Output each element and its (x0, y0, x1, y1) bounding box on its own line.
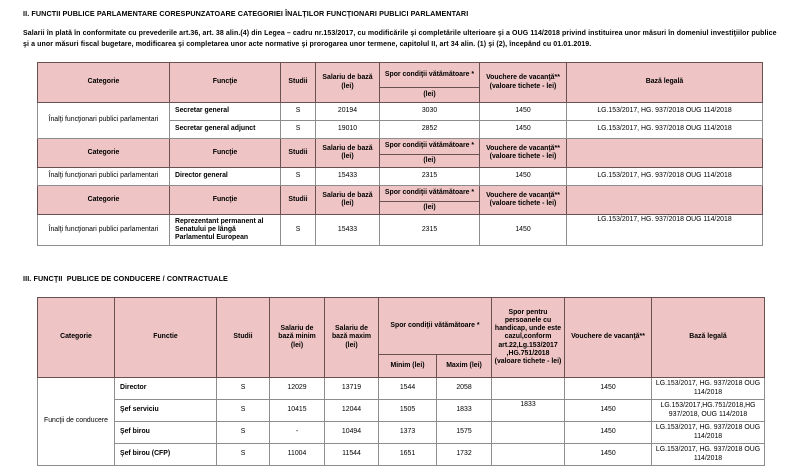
table-row (38, 168, 763, 186)
spor-unit: (lei) (380, 88, 480, 103)
cell-vouchere: 1450 (480, 215, 567, 246)
cell-studii: S (281, 215, 316, 246)
column-header-spor-handicap: Spor pentru persoanele cu handicap, unde este cazul,conform art.22,Lg.153/2017 ,HG.751/2018 (valoare tichete - lei) (492, 298, 565, 378)
table-header-row (38, 139, 763, 155)
cell-vouchere: 1450 (565, 378, 652, 400)
column-header-categorie: Categorie (38, 63, 170, 103)
cell-studii: S (281, 168, 316, 186)
cell-salariu-maxim: 12044 (325, 400, 379, 422)
cell-salariu-maxim: 13719 (325, 378, 379, 400)
cell-studii: S (217, 444, 270, 466)
cell-salariu-maxim: 10494 (325, 422, 379, 444)
table-row (38, 215, 763, 246)
spor-unit: (lei) (380, 155, 480, 168)
cell-salariu: 15433 (316, 215, 380, 246)
cell-vouchere: 1450 (480, 103, 567, 121)
column-header-baza-legala: Bază legală (567, 63, 763, 103)
table-header-row (38, 298, 765, 355)
column-header-salariu (316, 139, 380, 168)
column-header-spor-maxim: Maxim (lei) (437, 355, 492, 378)
column-header-vouchere (480, 63, 567, 103)
cell-spor: 2852 (380, 121, 480, 139)
cell-baza-legala: LG.153/2017, HG. 937/2018 OUG 114/2018 (567, 121, 763, 139)
section-ii-intro-paragraph: Salarii în plată în conformitate cu prevederile art.36, art. 38 alin.(4) din Legea – cadru nr.153/2017, cu modificările şi completările ulterioare şi a OUG 114/2018 privind instituirea unor măsuri în domeniul investiţiilor publice şi a unor măsuri fiscal bugetare, modificarea şi completarea unor acte normative şi prorogarea unor termene, capitolul II, art 34 alin. (1) şi (2), începând cu 01.01.2019. (23, 30, 777, 48)
column-header-functie: Funcţie (170, 186, 281, 215)
vouchere-label: Vouchere de vacanţă** (486, 144, 560, 152)
cell-vouchere: 1450 (480, 121, 567, 139)
cell-salariu-maxim: 11544 (325, 444, 379, 466)
cell-vouchere: 1450 (565, 400, 652, 422)
cell-vouchere: 1450 (565, 422, 652, 444)
cell-functie: Secretar general adjunct (170, 121, 281, 139)
column-header-salariu (316, 186, 380, 215)
column-header-baza-legala-empty (567, 186, 763, 215)
cell-spor-handicap (492, 378, 565, 400)
column-header-studii: Studii (281, 139, 316, 168)
spor-unit: (lei) (380, 202, 480, 215)
column-header-spor: Spor condiţii vătămătoare * (379, 298, 492, 355)
cell-spor-minim: 1373 (379, 422, 437, 444)
vouchere-label: Vouchere de vacanţă** (486, 191, 560, 199)
vouchere-label: Vouchere de vacanţă** (486, 74, 560, 82)
column-header-baza-legala-empty (567, 139, 763, 168)
cell-spor-handicap (492, 422, 565, 444)
column-header-categorie: Categorie (38, 298, 115, 378)
cell-baza-legala: LG.153/2017, HG. 937/2018 OUG 114/2018 (567, 215, 763, 246)
table-row (38, 378, 765, 400)
cell-salariu-minim: - (270, 422, 325, 444)
vouchere-unit: (valoare tichete - lei) (489, 200, 557, 207)
cell-spor-maxim: 1732 (437, 444, 492, 466)
column-header-functie: Funcţie (170, 63, 281, 103)
cell-spor-maxim: 2058 (437, 378, 492, 400)
cell-studii: S (281, 121, 316, 139)
cell-spor-maxim: 1575 (437, 422, 492, 444)
table-row (38, 444, 765, 466)
cell-functie: Director general (170, 168, 281, 186)
cell-spor-maxim: 1833 (437, 400, 492, 422)
column-header-spor: Spor condiţii vătămătoare * (380, 63, 480, 88)
salariu-unit: (lei) (341, 153, 354, 160)
salariu-label: Salariu de bază (322, 144, 373, 152)
cell-vouchere: 1450 (480, 168, 567, 186)
table-header-row (38, 63, 763, 88)
column-header-vouchere: Vouchere de vacanţă** (565, 298, 652, 378)
column-header-studii: Studii (217, 298, 270, 378)
cell-salariu: 20194 (316, 103, 380, 121)
cell-baza-legala: LG.153/2017,HG.751/2018,HG 937/2018, OUG 114/2018 (652, 400, 765, 422)
section-iii-heading: III. FUNCŢII PUBLICE DE CONDUCERE / CONTRACTUALE (23, 274, 228, 283)
column-header-baza-legala: Bază legală (652, 298, 765, 378)
cell-categorie: Înalţi funcţionari publici parlamentari (38, 215, 170, 246)
cell-salariu: 15433 (316, 168, 380, 186)
column-header-vouchere (480, 186, 567, 215)
column-header-spor-minim: Minim (lei) (379, 355, 437, 378)
column-header-vouchere (480, 139, 567, 168)
column-header-functie: Funcţie (170, 139, 281, 168)
salariu-label: Salariu de bază (322, 191, 373, 199)
salariu-unit: (lei) (341, 82, 354, 90)
table-row (38, 400, 765, 422)
cell-functie: Reprezentant permanent al Senatului pe lângă Parlamentul European (170, 215, 281, 246)
column-header-functie: Functie (115, 298, 217, 378)
salary-table-management (37, 297, 765, 466)
salary-table-parliamentary (37, 62, 763, 246)
cell-categorie: Funcţii de conducere (38, 378, 115, 466)
cell-studii: S (281, 103, 316, 121)
cell-spor-minim: 1505 (379, 400, 437, 422)
column-header-salariu (316, 63, 380, 103)
section-ii-heading: II. FUNCTII PUBLICE PARLAMENTARE CORESPUNZATOARE CATEGORIEI ÎNALŢILOR FUNCŢIONARI PUBLICI PARLAMENTARI (23, 9, 469, 18)
column-header-spor: Spor condiţii vătămătoare * (380, 186, 480, 202)
cell-spor: 3030 (380, 103, 480, 121)
table-row (38, 422, 765, 444)
column-header-salariu-minim: Salariu de bază minim (lei) (270, 298, 325, 378)
cell-studii: S (217, 400, 270, 422)
cell-salariu-minim: 11004 (270, 444, 325, 466)
salariu-unit: (lei) (341, 200, 354, 207)
table-row (38, 103, 763, 121)
cell-salariu-minim: 10415 (270, 400, 325, 422)
cell-functie: Secretar general (170, 103, 281, 121)
cell-functie: Şef serviciu (115, 400, 217, 422)
column-header-spor: Spor condiţii vătămătoare * (380, 139, 480, 155)
cell-spor-handicap (492, 444, 565, 466)
column-header-categorie: Categorie (38, 139, 170, 168)
cell-functie: Şef birou (CFP) (115, 444, 217, 466)
table-header-row (38, 186, 763, 202)
cell-baza-legala: LG.153/2017, HG. 937/2018 OUG 114/2018 (652, 422, 765, 444)
cell-spor: 2315 (380, 215, 480, 246)
vouchere-unit: (valoare tichete - lei) (489, 82, 557, 90)
cell-categorie: Înalţi funcţionari publici parlamentari (38, 103, 170, 139)
cell-studii: S (217, 378, 270, 400)
cell-salariu: 19010 (316, 121, 380, 139)
cell-spor-minim: 1544 (379, 378, 437, 400)
cell-categorie: Înalţi funcţionari publici parlamentari (38, 168, 170, 186)
cell-vouchere: 1450 (565, 444, 652, 466)
cell-studii: S (217, 422, 270, 444)
cell-spor-minim: 1651 (379, 444, 437, 466)
cell-baza-legala: LG.153/2017, HG. 937/2018 OUG 114/2018 (567, 103, 763, 121)
cell-baza-legala: LG.153/2017, HG. 937/2018 OUG 114/2018 (567, 168, 763, 186)
column-header-salariu-maxim: Salariu de bază maxim (lei) (325, 298, 379, 378)
cell-functie: Director (115, 378, 217, 400)
cell-spor: 2315 (380, 168, 480, 186)
cell-salariu-minim: 12029 (270, 378, 325, 400)
column-header-categorie: Categorie (38, 186, 170, 215)
vouchere-unit: (valoare tichete - lei) (489, 153, 557, 160)
column-header-studii: Studii (281, 186, 316, 215)
column-header-studii: Studii (281, 63, 316, 103)
cell-baza-legala: LG.153/2017, HG. 937/2018 OUG 114/2018 (652, 378, 765, 400)
cell-functie: Şef birou (115, 422, 217, 444)
salariu-label: Salariu de bază (322, 74, 373, 82)
cell-baza-legala: LG.153/2017, HG. 937/2018 OUG 114/2018 (652, 444, 765, 466)
cell-spor-handicap: 1833 (492, 400, 565, 422)
